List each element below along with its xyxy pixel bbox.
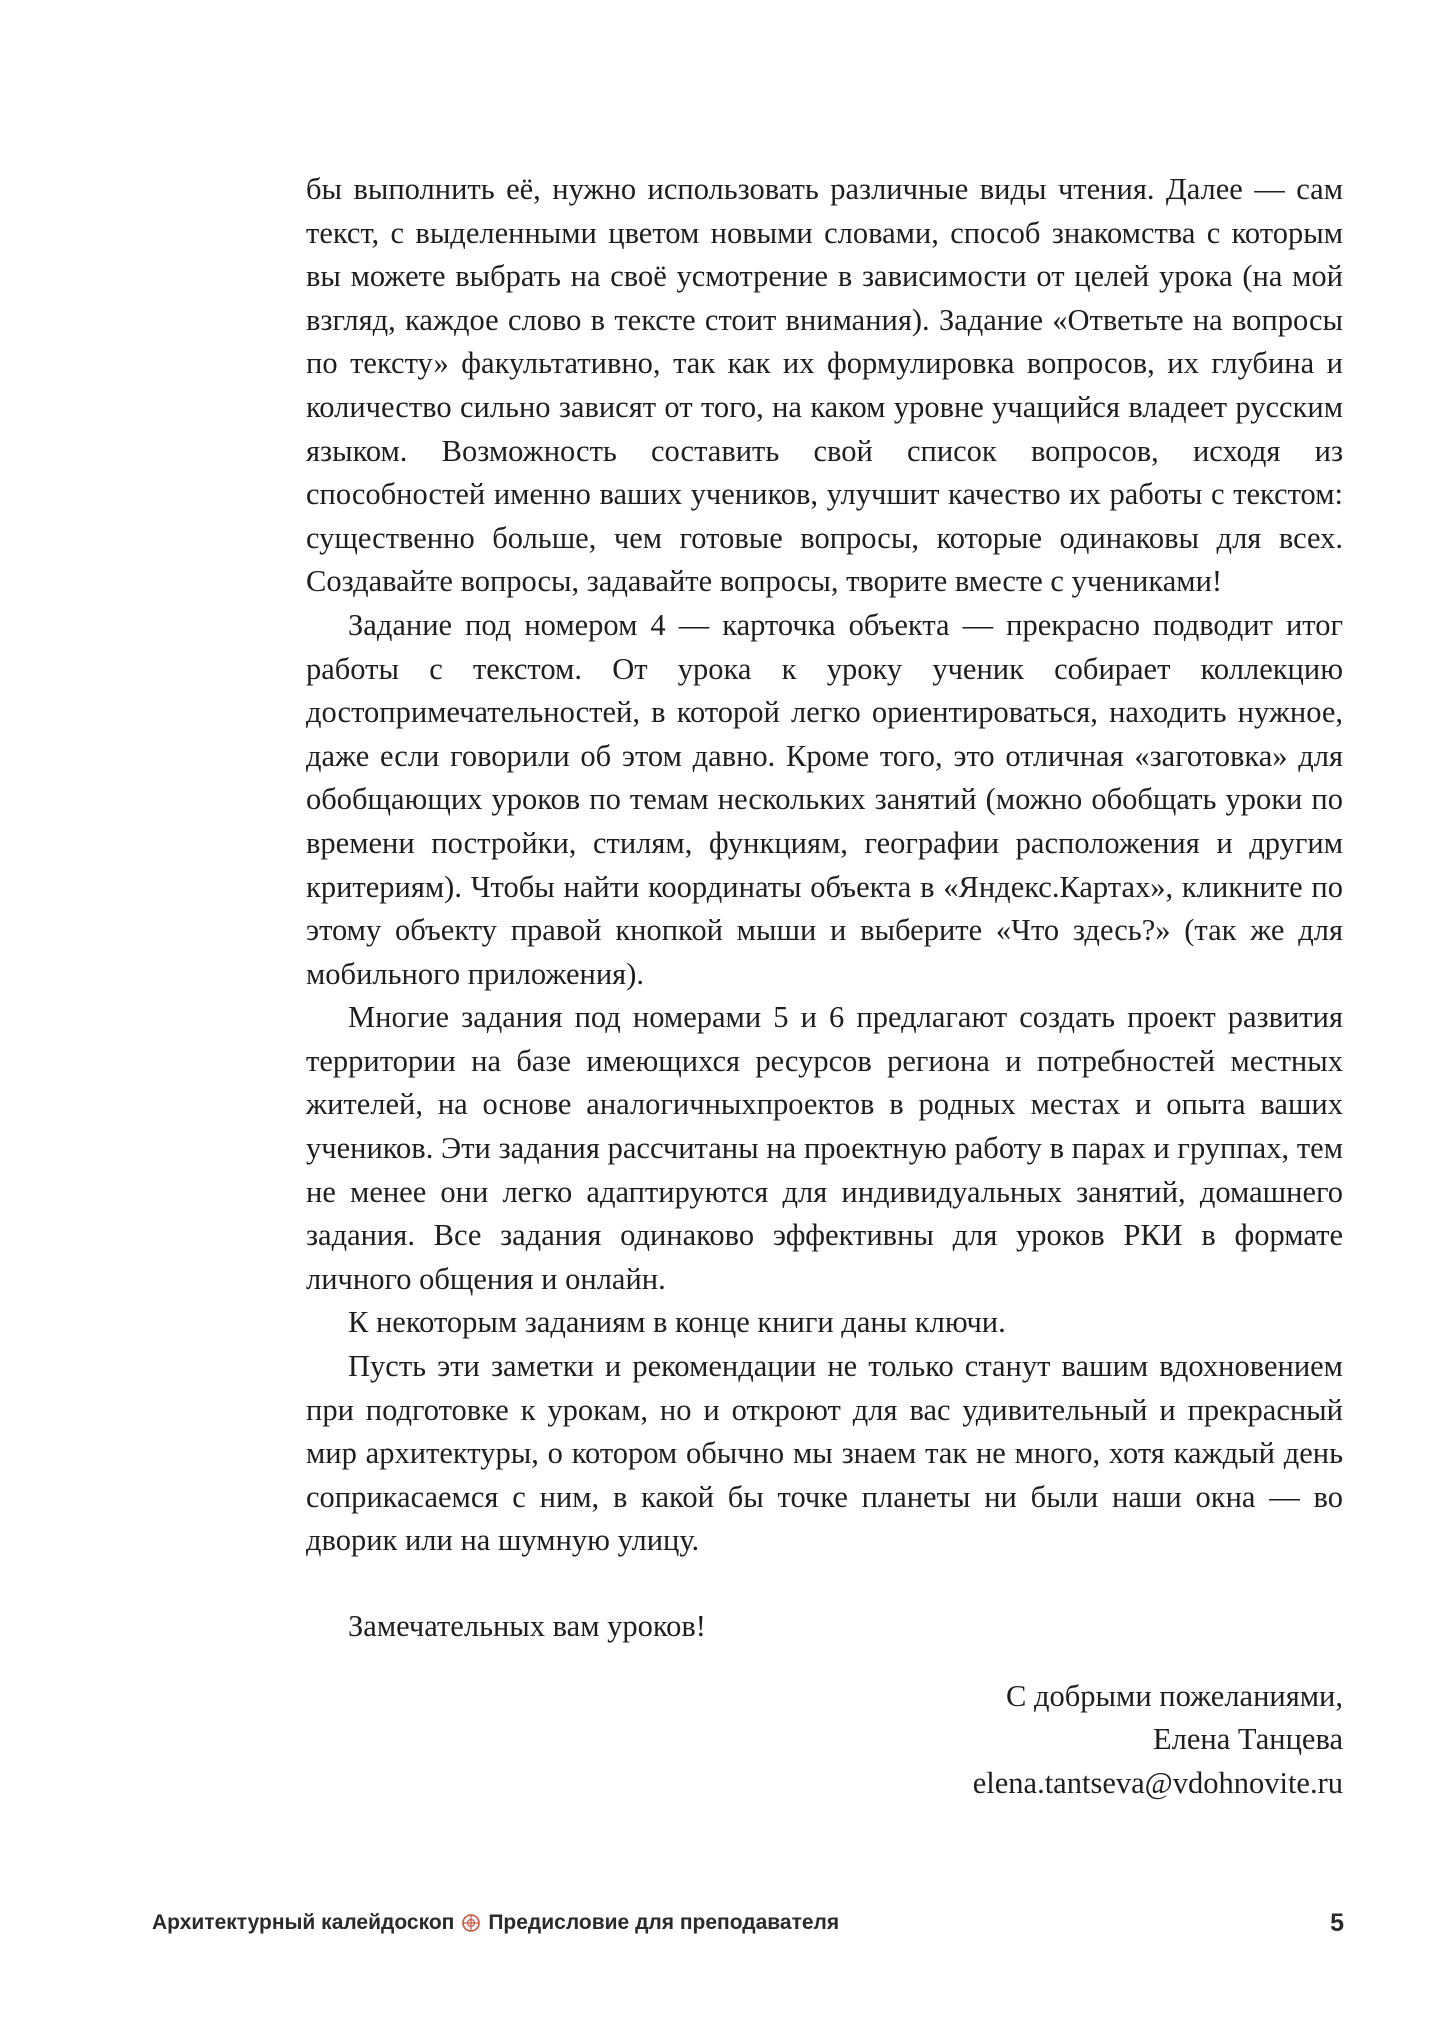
ornament-circle-icon <box>462 1914 480 1932</box>
closing-block <box>306 1605 1343 1805</box>
footer-section-title: Предисловие для преподавателя <box>488 1911 840 1934</box>
body-text <box>306 168 1343 1563</box>
footer-book-title: Архитектурный калейдоскоп <box>152 1911 455 1934</box>
paragraph-2: Задание под номером 4 — карточка объекта — прекрасно подводит итог работы с текстом. От урока к уроку ученик собирает коллекцию достопримечательностей, в которой легко ориентироваться, находить нужное, даже если говорили об этом давно. Кроме того, это отличная «заготовка» для обобщающих уроков по темам нескольких занятий (можно обобщать уроки по времени постройки, стилям, функциям, географии расположения и другим критериям). Чтобы найти координаты объекта в «Яндекс.Картах», кликните по этому объекту правой кнопкой мыши и выберите «Что здесь?» (так же для мобильного приложения). <box>306 607 1343 991</box>
closing-greeting: Замечательных вам уроков! <box>348 1609 706 1643</box>
paragraph-3: Многие задания под номерами 5 и 6 предлагают создать проект развития территории на базе имеющихся ресурсов региона и потребностей местных жителей, на основе аналогичныхпроектов в родных местах и опыта ваших учеников. Эти задания рассчитаны на проектную работу в парах и группах, тем не менее они легко адаптируются для индивидуальных занятий, домашнего задания. Все задания одинаково эффективны для уроков РКИ в формате личного общения и онлайн. <box>306 1000 1343 1296</box>
author-email: elena.tantseva@vdohnovite.ru <box>972 1765 1343 1800</box>
paragraph-1: бы выполнить её, нужно использовать различные виды чтения. Далее — сам текст, с выделенными цветом новыми словами, способ знакомства с которым вы можете выбрать на своё усмотрение в зависимости от целей урока (на мой взгляд, каждое слово в тексте стоит внимания). Задание «Ответьте на вопросы по тексту» факультативно, так как их формулировка вопросов, их глубина и количество сильно зависят от того, на каком уровне учащийся владеет русским языком. Возможность составить свой список вопросов, исходя из способностей именно ваших учеников, улучшит качество их работы с текстом: существенно больше, чем готовые вопросы, которые одинаковы для всех. Создавайте вопросы, задавайте вопросы, творите вместе с учениками! <box>306 172 1343 599</box>
page-number: 5 <box>1330 1908 1344 1937</box>
paragraph-4: К некоторым заданиям в конце книги даны ключи. <box>348 1305 1006 1340</box>
page-footer <box>152 1908 1344 1938</box>
paragraph-5: Пусть эти заметки и рекомендации не только станут вашим вдохновением при подготовке к урокам, но и откроют для вас удивительный и прекрасный мир архитектуры, о котором обычно мы знаем так не много, хотя каждый день соприкасаемся с ним, в какой бы точке планеты ни были наши окна — во дворик или на шумную улицу. <box>306 1349 1343 1558</box>
author-name: Елена Танцева <box>1153 1722 1343 1757</box>
closing-regards: С добрыми пожеланиями, <box>1006 1678 1343 1713</box>
signature-block <box>306 1675 1343 1806</box>
